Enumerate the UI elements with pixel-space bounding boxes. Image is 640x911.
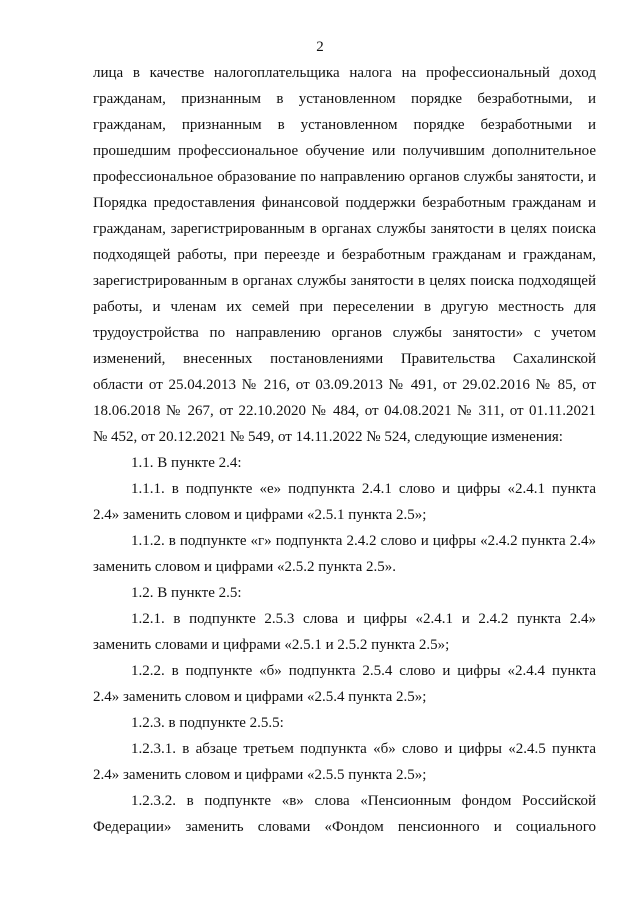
paragraph — [93, 450, 596, 476]
text-line: прошедшим профессиональное обучение или получившим дополнительное — [93, 143, 596, 159]
page-number: 2 — [316, 39, 324, 55]
text-line: 1.2.1. в подпункте 2.5.3 слова и цифры «2.4.1 и 2.4.2 пункта 2.4» — [131, 611, 596, 627]
text-line: заменить словом и цифрами «2.5.2 пункта 2.5». — [93, 559, 397, 575]
paragraph — [93, 476, 596, 528]
paragraph — [93, 736, 596, 788]
text-line: 1.2.3.1. в абзаце третьем подпункта «б» слово и цифры «2.4.5 пункта — [131, 741, 596, 757]
text-line: области от 25.04.2013 № 216, от 03.09.2013 № 491, от 29.02.2016 № 85, от — [93, 377, 596, 393]
text-line: 2.4» заменить словом и цифрами «2.5.4 пункта 2.5»; — [93, 689, 427, 705]
text-line: изменений, внесенных постановлениями Правительства Сахалинской — [93, 351, 596, 367]
text-line: зарегистрированным в органах службы занятости в целях поиска подходящей — [93, 273, 596, 289]
paragraph — [93, 528, 596, 580]
paragraph — [93, 788, 596, 840]
text-line: 1.2.2. в подпункте «б» подпункта 2.5.4 слово и цифры «2.4.4 пункта — [131, 663, 596, 679]
text-line: заменить словами и цифрами «2.5.1 и 2.5.2 пункта 2.5»; — [93, 637, 450, 653]
text-line: 18.06.2018 № 267, от 22.10.2020 № 484, от 04.08.2021 № 311, от 01.11.2021 — [93, 403, 596, 419]
text-line: 1.2.3.2. в подпункте «в» слова «Пенсионным фондом Российской — [131, 793, 596, 809]
text-line: трудоустройства по направлению органов службы занятости» с учетом — [93, 325, 596, 341]
text-line: 1.1. В пункте 2.4: — [131, 455, 242, 471]
paragraph — [93, 60, 596, 450]
text-line: гражданам, зарегистрированным в органах службы занятости в целях поиска — [93, 221, 596, 237]
paragraph — [93, 658, 596, 710]
paragraph — [93, 580, 596, 606]
text-line: 1.2. В пункте 2.5: — [131, 585, 242, 601]
text-line: Порядка предоставления финансовой поддержки безработным гражданам и — [93, 195, 596, 211]
text-line: № 452, от 20.12.2021 № 549, от 14.11.2022 № 524, следующие изменения: — [93, 429, 563, 445]
text-line: 1.1.1. в подпункте «е» подпункта 2.4.1 слово и цифры «2.4.1 пункта — [131, 481, 596, 497]
text-line: 1.2.3. в подпункте 2.5.5: — [131, 715, 284, 731]
document-body — [93, 60, 596, 840]
text-line: гражданам, признанным в установленном порядке безработными и — [93, 117, 596, 133]
paragraph — [93, 606, 596, 658]
paragraph — [93, 710, 596, 736]
text-line: лица в качестве налогоплательщика налога на профессиональный доход — [93, 65, 596, 81]
text-line: подходящей работы, при переезде и безработным гражданам и гражданам, — [93, 247, 596, 263]
text-line: 2.4» заменить словом и цифрами «2.5.1 пункта 2.5»; — [93, 507, 427, 523]
text-line: 2.4» заменить словом и цифрами «2.5.5 пункта 2.5»; — [93, 767, 427, 783]
text-line: работы, и членам их семей при переселении в другую местность для — [93, 299, 596, 315]
text-line: 1.1.2. в подпункте «г» подпункта 2.4.2 слово и цифры «2.4.2 пункта 2.4» — [131, 533, 596, 549]
text-line: профессиональное образование по направлению органов службы занятости, и — [93, 169, 596, 185]
text-line: гражданам, признанным в установленном порядке безработными, и — [93, 91, 596, 107]
text-line: Федерации» заменить словами «Фондом пенсионного и социального — [93, 819, 596, 835]
